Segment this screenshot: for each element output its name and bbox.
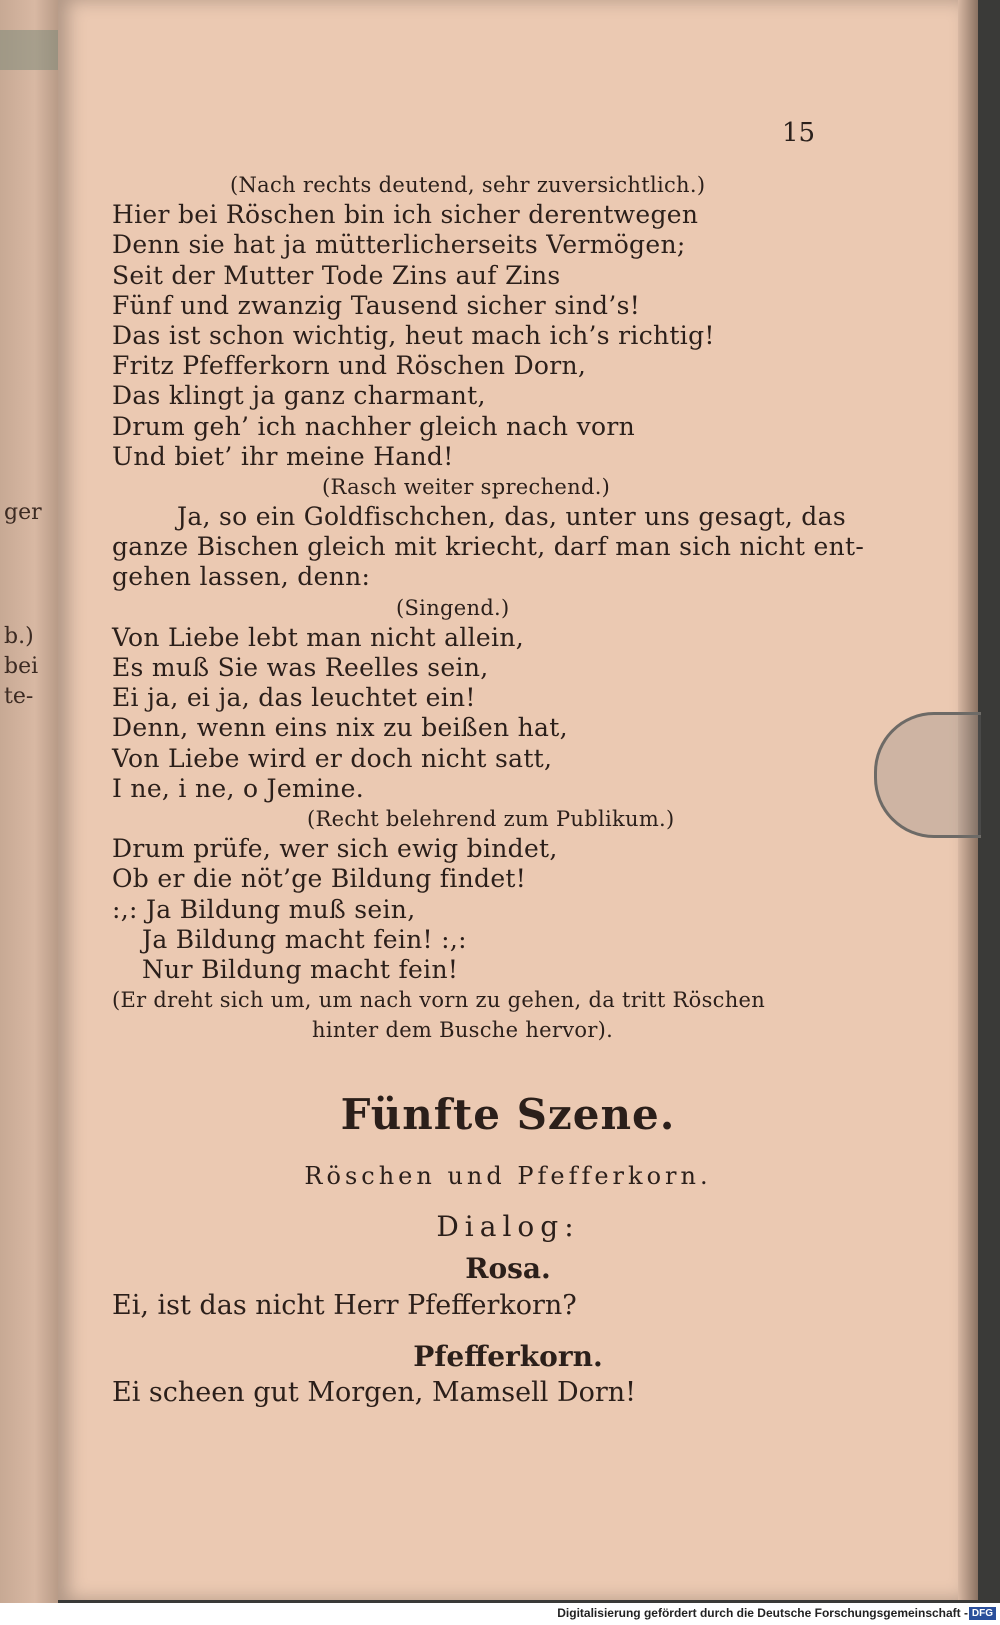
scene-characters: Röschen und Pfefferkorn. [304,1162,712,1190]
previous-page-fragment: ger [4,500,42,525]
main-text [112,170,865,1045]
verse-line: Das klingt ja ganz charmant, [112,381,486,411]
verse-line: Drum prüfe, wer sich ewig bindet, [112,834,558,864]
verse-line: Das ist schon wichtig, heut mach ich’s richtig! [112,320,715,350]
verse-line: Ob er die nöt’ge Bildung findet! [112,864,527,894]
page-number: 15 [782,118,816,148]
stage-direction: (Singend.) [396,595,510,620]
stage-direction: (Rasch weiter sprechend.) [322,474,611,499]
verse-line: Fritz Pfefferkorn und Röschen Dorn, [112,351,587,381]
speech-line: Ei, ist das nicht Herr Pfefferkorn? [112,1290,577,1321]
stage-direction: (Recht belehrend zum Publikum.) [307,806,675,831]
verse-line: Und biet’ ihr meine Hand! [112,441,454,471]
page-clip [874,712,981,838]
footer-credit: Digitalisierung gefördert durch die Deutsche Forschungsgemeinschaft - [557,1606,968,1620]
verse-line: Denn, wenn eins nix zu beißen hat, [112,713,568,743]
scene-title: Fünfte Szene. [340,1090,676,1139]
previous-page-fragment: b.) [4,624,34,649]
dfg-logo: DFG [969,1607,996,1620]
verse-line: Von Liebe lebt man nicht allein, [112,622,524,652]
verse-line: Fünf und zwanzig Tausend sicher sind’s! [112,290,641,320]
speaker-name: Rosa. [465,1252,551,1285]
verse-line: Seit der Mutter Tode Zins auf Zins [112,260,561,290]
dialog-label: Dialog: [436,1210,580,1243]
verse-line: I ne, i ne, o Jemine. [112,773,365,803]
prose-line: Ja, so ein Goldfischchen, das, unter uns gesagt, das [177,502,846,532]
verse-line: Hier bei Röschen bin ich sicher derentwegen [112,200,699,230]
speaker-name: Pfefferkorn. [413,1340,603,1373]
verse-line: Denn sie hat ja mütterlicherseits Vermögen; [112,230,686,260]
verse-line: Es muß Sie was Reelles sein, [112,653,489,682]
stage-direction: (Er dreht sich um, um nach vorn zu gehen, da tritt Röschen [112,988,766,1013]
previous-page-tab [0,30,58,70]
previous-page-edge [0,0,58,1625]
digitization-footer [0,1603,1000,1625]
stage-direction: (Nach rechts deutend, sehr zuversichtlich.) [230,173,706,197]
prose-line: gehen lassen, denn: [112,562,371,592]
verse-line: Nur Bildung macht fein! [142,954,459,984]
stage-direction: hinter dem Busche hervor). [312,1018,614,1043]
prose-line: ganze Bischen gleich mit kriecht, darf man sich nicht ent- [112,532,865,562]
verse-line: Ei ja, ei ja, das leuchtet ein! [112,683,476,713]
verse-line: :,: Ja Bildung muß sein, [112,894,416,924]
verse-line: Von Liebe wird er doch nicht satt, [112,743,553,773]
previous-page-fragment: te- [4,684,34,709]
previous-page-fragment: bei [4,654,39,679]
speech-line: Ei scheen gut Morgen, Mamsell Dorn! [112,1377,637,1408]
verse-line: Drum geh’ ich nachher gleich nach vorn [112,411,636,441]
verse-line: Ja Bildung macht fein! :,: [142,924,467,954]
